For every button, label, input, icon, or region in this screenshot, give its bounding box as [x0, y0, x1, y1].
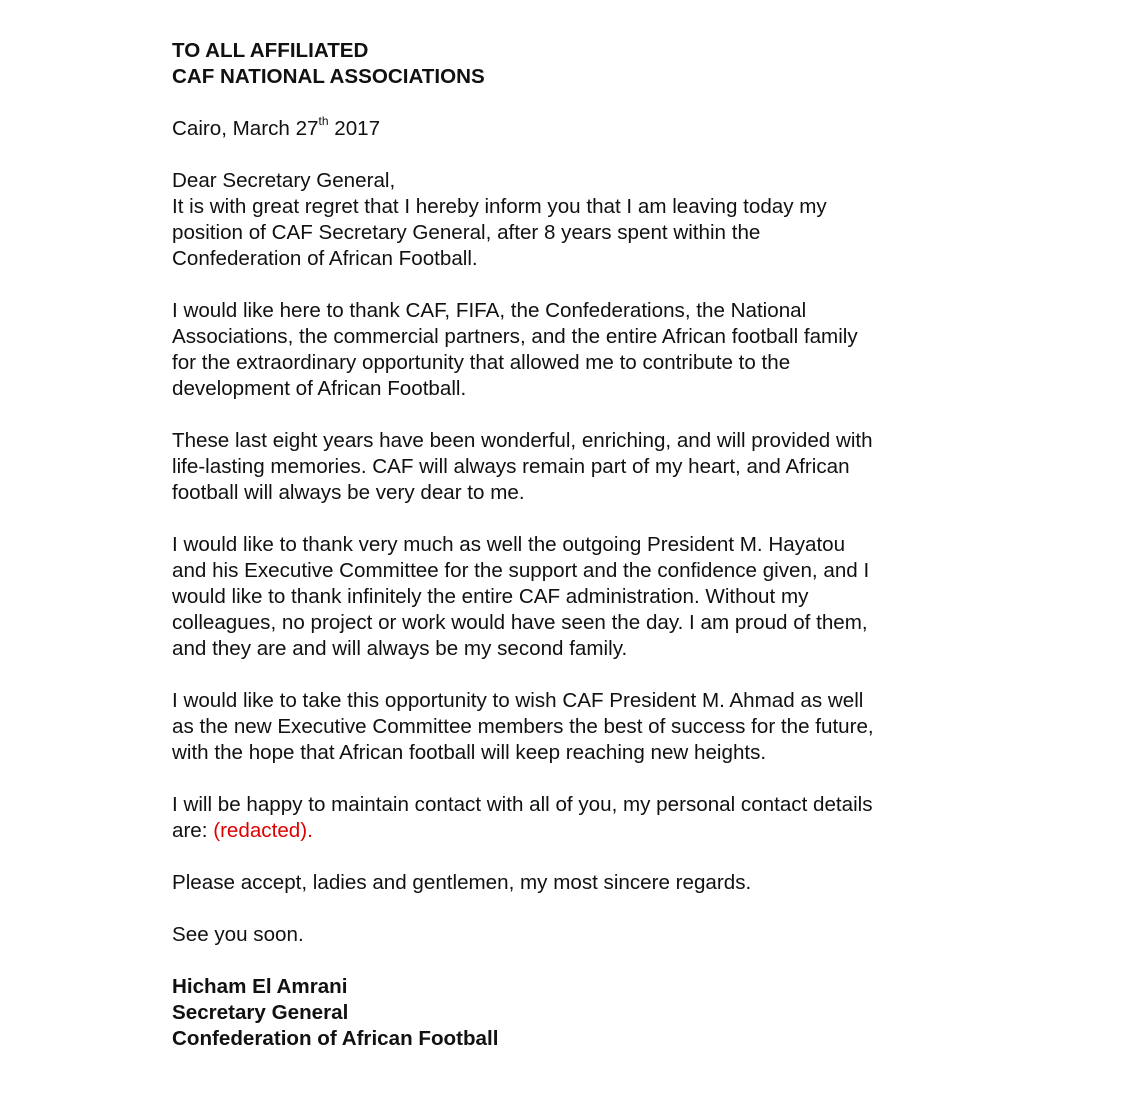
contact-paragraph [172, 792, 972, 844]
paragraph-4 [172, 532, 972, 662]
paragraph-line: for the extraordinary opportunity that allowed me to contribute to the [172, 351, 791, 374]
paragraph-line: It is with great regret that I hereby inform you that I am leaving today my [172, 195, 827, 218]
paragraph-line: football will always be very dear to me. [172, 481, 525, 504]
contact-line-2 [172, 818, 972, 844]
paragraph-line: These last eight years have been wonderful, enriching, and will provided with [172, 429, 873, 452]
paragraph-1 [172, 194, 972, 272]
letter-date [172, 116, 972, 142]
signature-organization: Confederation of African Football [172, 1027, 499, 1050]
paragraph-line: as the new Executive Committee members the best of success for the future, [172, 715, 874, 738]
paragraph-3 [172, 428, 972, 506]
closing-regards [172, 870, 972, 896]
see-you-text: See you soon. [172, 923, 304, 946]
paragraph-5 [172, 688, 972, 766]
paragraph-line: would like to thank infinitely the entire CAF administration. Without my [172, 585, 809, 608]
signature-title: Secretary General [172, 1001, 349, 1024]
paragraph-line: life-lasting memories. CAF will always remain part of my heart, and African [172, 455, 850, 478]
paragraph-line: with the hope that African football will keep reaching new heights. [172, 741, 767, 764]
salutation [172, 168, 972, 194]
closing-text: Please accept, ladies and gentlemen, my most sincere regards. [172, 871, 752, 894]
paragraph-line: colleagues, no project or work would have seen the day. I am proud of them, [172, 611, 868, 634]
date-year: 2017 [328, 117, 381, 140]
paragraph-line: and they are and will always be my second family. [172, 637, 628, 660]
signature-name: Hicham El Amrani [172, 975, 348, 998]
paragraph-2 [172, 298, 972, 402]
addressee [172, 38, 972, 90]
signature-block [172, 974, 972, 1052]
paragraph-line: I would like to thank very much as well the outgoing President M. Hayatou [172, 533, 846, 556]
date-prefix: Cairo, March 27 [172, 117, 319, 140]
addressee-line-2: CAF NATIONAL ASSOCIATIONS [172, 65, 485, 88]
see-you-soon [172, 922, 972, 948]
paragraph-line: I would like to take this opportunity to wish CAF President M. Ahmad as well [172, 689, 864, 712]
salutation-text: Dear Secretary General, [172, 169, 396, 192]
contact-prefix: are: [172, 819, 214, 842]
redacted-contact-details: (redacted). [213, 819, 313, 842]
paragraph-line: and his Executive Committee for the support and the confidence given, and I [172, 559, 870, 582]
paragraph-line: I would like here to thank CAF, FIFA, the Confederations, the National [172, 299, 807, 322]
paragraph-line: development of African Football. [172, 377, 467, 400]
addressee-line-1: TO ALL AFFILIATED [172, 39, 369, 62]
paragraph-line: Associations, the commercial partners, and the entire African football family [172, 325, 858, 348]
letter [172, 38, 972, 1052]
paragraph-line: position of CAF Secretary General, after 8 years spent within the [172, 221, 761, 244]
paragraph-line: Confederation of African Football. [172, 247, 478, 270]
date-ordinal-suffix: th [318, 114, 329, 128]
contact-line-1: I will be happy to maintain contact with all of you, my personal contact details [172, 793, 873, 816]
